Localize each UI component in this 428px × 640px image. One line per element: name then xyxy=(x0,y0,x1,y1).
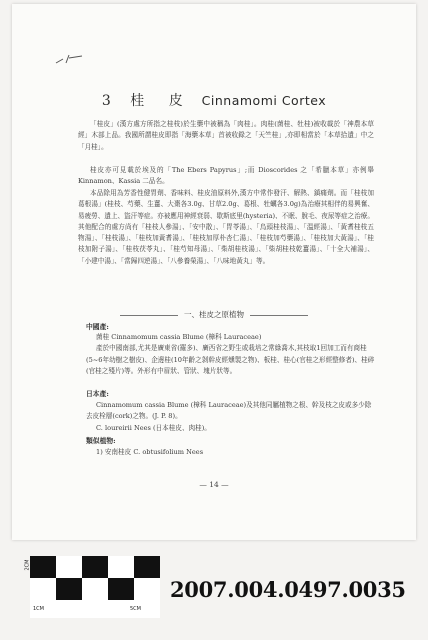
scale-square xyxy=(82,556,108,578)
related-plant-item: 1) 安南桂皮 C. obtusifolium Nees xyxy=(96,448,204,456)
history-paragraph: 桂皮亦可見載於埃及的「The Ebers Papyrus」;而 Dioscorides 之「希臘本草」亦例舉 Kinnamon、Kassia 二品名。 xyxy=(78,166,374,186)
china-species-line: 菌桂 Cinnamomum cassia Blume (樟科 Lauraceae) xyxy=(96,333,262,341)
subheading-related: 類似植物: xyxy=(86,437,116,445)
china-description: 產於中國南部,尤其是廣東省(羅多)、廣西省之野生或栽培之常綠喬木,其枝取1回加工而有商桂(5~6年幼樹之樹皮)、企邊桂(10年齡之剝幹皮經燻製之物)、板桂、桂心(官桂之形經整修者)、桂碎(官桂之殘片)等。外形有中眉狀、管狀、塊片狀等。 xyxy=(86,344,375,375)
japan-species-line: Cinnamomum cassia Blume (樟科 Lauraceae)及其他同屬植物之根、幹及枝之皮或多少除去皮栓層(cork)之物。(J. P. 8)。 xyxy=(86,401,372,421)
scale-label-side: 2CM xyxy=(24,559,31,571)
japan-origin-block xyxy=(86,400,376,434)
scale-square xyxy=(56,556,82,578)
scale-square xyxy=(56,578,82,600)
right-rule xyxy=(250,315,308,316)
section-heading xyxy=(0,309,428,320)
usage-paragraph: 本品除用為芳香性健胃劑、香味料、桂皮油原料外,漢方中常作發汗、解熱、鎮痛劑。而「桂枝加葛根湯」(桂枝、芍藥、生薑、大棗各3.0g、甘草2.0g、葛根、牡蠣各3.0g)為治療其相伴的易興奮、易疲勞、遺上、盜汗等症。亦被應用神經衰弱、歇斯底里(hysteria)、不眠、脫毛、夜尿等症之治療。其他配合的處方尚有「桂枝人參湯」、「安中散」、「胃苓湯」、「烏頭桂枝湯」、「温經湯」、「黃耆桂枝五物湯」、「桂枝湯」、「桂枝加黃耆湯」、「桂枝加厚朴杏仁湯」、「桂枝加芍藥湯」、「桂枝加大黃湯」、「桂枝加附子湯」、「桂枝茯苓丸」、「桂芍知母湯」、「柴胡桂枝湯」、「柴胡桂枝乾薑湯」、「十全大補湯」、「小建中湯」、「當歸四逆湯」、「八參養榮湯」、「八味地黃丸」等。 xyxy=(78,189,374,265)
scale-square xyxy=(108,556,134,578)
section-heading-text: 一、桂皮之原植物 xyxy=(184,310,244,319)
scale-label-right: 5CM xyxy=(130,606,141,612)
color-scale-bar xyxy=(24,556,167,618)
intro-paragraph: 「桂皮」(漢方處方所指之桂枝)於生藥中被稱為「肉桂」。肉桂(菌桂、牡桂)被收載於「神農本草經」木部上品。我國所謂桂皮即指「海藥本草」首被收錄之「天竺桂」,亦即相當於「本草拾遺」中之「月桂」。 xyxy=(78,120,374,151)
related-plants-block xyxy=(96,447,386,458)
japan-second-species: C. loureirii Nees (日本桂皮、肉桂)。 xyxy=(96,423,211,432)
scale-square xyxy=(30,578,56,600)
scale-square xyxy=(108,578,134,600)
document-page xyxy=(12,4,416,540)
scale-square xyxy=(134,578,160,600)
title-chinese: 桂 皮 xyxy=(130,93,193,109)
subheading-japan: 日本產: xyxy=(86,390,109,398)
catalog-number: 2007.004.0497.0035 xyxy=(170,577,406,602)
page-number: — 14 — xyxy=(199,480,229,489)
pencil-mark-icon xyxy=(54,52,84,66)
scale-square xyxy=(134,556,160,578)
page-title xyxy=(0,90,428,110)
subheading-china: 中國產: xyxy=(86,323,109,331)
scale-label-left: 1CM xyxy=(33,606,44,612)
scale-square xyxy=(30,556,56,578)
title-latin: Cinnamomi Cortex xyxy=(201,93,327,108)
title-number: 3 xyxy=(101,93,112,109)
china-origin-block xyxy=(86,332,376,377)
scale-square xyxy=(82,578,108,600)
left-rule xyxy=(120,315,178,316)
